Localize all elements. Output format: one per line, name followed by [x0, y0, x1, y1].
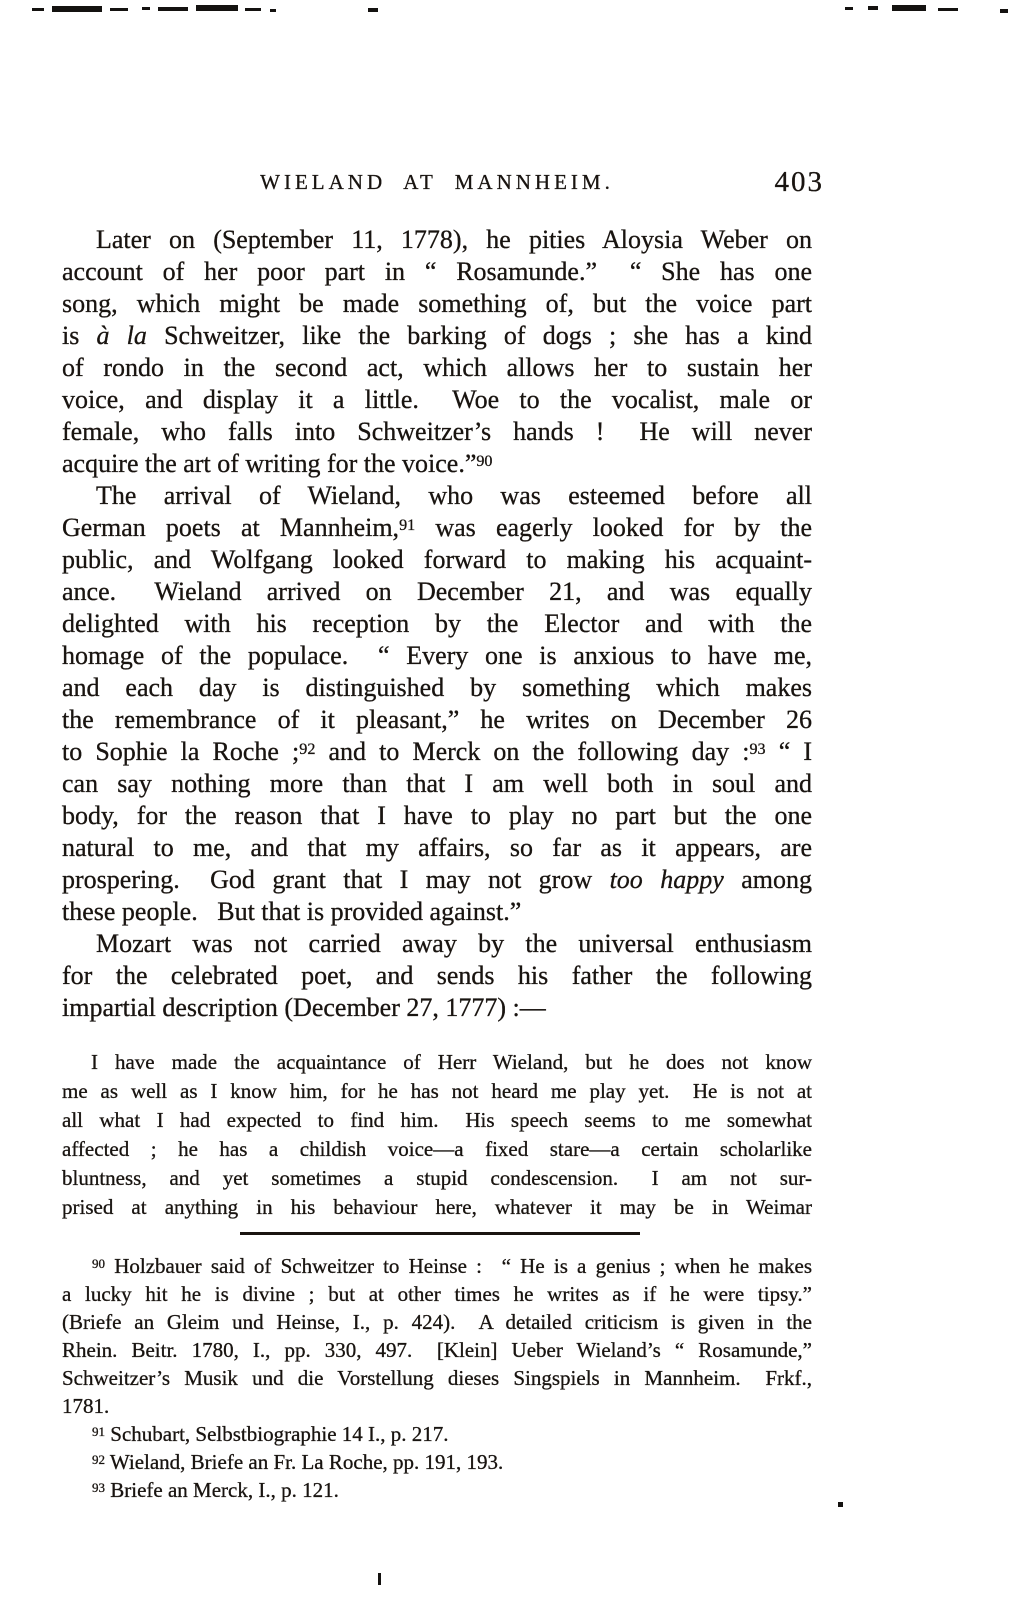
text-line: homage of the populace. “ Every one is anxious to have me, [62, 641, 812, 670]
text-line: natural to me, and that my affairs, so far as it appears, are [62, 833, 812, 862]
scan-artifact [378, 1573, 381, 1585]
text-line: 1781. [62, 1394, 110, 1418]
footnote-92 [62, 1448, 812, 1476]
text-line: is à la Schweitzer, like the barking of dogs ; she has a kind [62, 321, 812, 350]
text-line: delighted with his reception by the Elector and with the [62, 609, 812, 638]
text-line: I have made the acquaintance of Herr Wieland, but he does not know [91, 1050, 812, 1074]
text-line: me as well as I know him, for he has not heard me play yet. He is not at [62, 1079, 812, 1103]
text-line: prospering. God grant that I may not grow too happy among [62, 865, 813, 894]
text-line: female, who falls into Schweitzer’s hands ! He will never [62, 417, 812, 446]
text-line: $^{93}$ Briefe an Merck, I., p. 121. [92, 1478, 339, 1502]
scan-artifact [158, 7, 188, 11]
footnotes-section [62, 1252, 812, 1504]
scan-artifact [838, 1502, 843, 1507]
text-line: ance. Wieland arrived on December 21, and was equally [62, 577, 812, 606]
paragraph-2 [62, 480, 812, 928]
text-line: acquire the art of writing for the voice.”$^{90}$ [62, 449, 493, 478]
text-line: Mozart was not carried away by the universal enthusiasm [96, 929, 812, 958]
scan-artifact [110, 8, 128, 11]
scan-artifact [845, 7, 853, 10]
page-content [62, 166, 824, 1504]
text-line: voice, and display it a little. Woe to the vocalist, male or [62, 385, 812, 414]
text-line: impartial description (December 27, 1777) :— [62, 993, 546, 1022]
text-line: the remembrance of it pleasant,” he writes on December 26 [62, 705, 812, 734]
text-line: affected ; he has a childish voice—a fixed stare—a certain scholarlike [62, 1137, 812, 1161]
text-line: and each day is distinguished by something which makes [62, 673, 812, 702]
scan-artifact [938, 8, 958, 11]
page-number: 403 [774, 166, 824, 198]
text-line: $^{92}$ Wieland, Briefe an Fr. La Roche, pp. 191, 193. [92, 1450, 504, 1474]
scan-artifact [1000, 9, 1008, 13]
text-line: Later on (September 11, 1778), he pities Aloysia Weber on [96, 225, 812, 254]
scan-artifact [32, 8, 44, 11]
text-line: account of her poor part in “ Rosamunde.” “ She has one [62, 257, 812, 286]
text-line: Schweitzer’s Musik und die Vorstellung dieses Singspiels in Mannheim. Frkf., [62, 1366, 812, 1390]
text-line: prised at anything in his behaviour here, whatever it may be in Weimar [62, 1195, 812, 1219]
text-line: all what I had expected to find him. His speech seems to me somewhat [62, 1108, 812, 1132]
text-line: The arrival of Wieland, who was esteemed before all [96, 481, 812, 510]
text-line: to Sophie la Roche ;$^{92}$ and to Merck on the following day :$^{93}$ “ I [62, 737, 812, 766]
text-line: these people. But that is provided against.” [62, 897, 522, 926]
text-line: Rhein. Beitr. 1780, I., pp. 330, 497. [Klein] Ueber Wieland’s “ Rosamunde,” [62, 1338, 812, 1362]
text-line: German poets at Mannheim,$^{91}$ was eagerly looked for by the [62, 513, 813, 542]
running-title: WIELAND AT MANNHEIM. [260, 170, 614, 194]
paragraph-1 [62, 224, 812, 480]
scan-artifact [245, 8, 261, 11]
letter-excerpt-blockquote [62, 1048, 812, 1222]
scan-artifact [270, 9, 276, 12]
footnote-90 [62, 1252, 812, 1420]
scan-artifact [368, 8, 378, 12]
scan-artifact [52, 6, 102, 12]
text-line: for the celebrated poet, and sends his father the following [62, 961, 812, 990]
text-line: body, for the reason that I have to play no part but the one [62, 801, 812, 830]
text-line: of rondo in the second act, which allows her to sustain her [62, 353, 812, 382]
text-line: (Briefe an Gleim und Heinse, I., p. 424). A detailed criticism is given in the [62, 1310, 812, 1334]
scan-artifact [868, 6, 878, 10]
text-line: public, and Wolfgang looked forward to making his acquaint- [62, 545, 812, 574]
scan-artifact [142, 7, 150, 10]
text-line: a lucky hit he is divine ; but at other times he writes as if he were tipsy.” [62, 1282, 812, 1306]
text-line: $^{91}$ Schubart, Selbstbiographie 14 I., p. 217. [92, 1422, 449, 1446]
scan-artifact [196, 5, 238, 11]
paragraph-3 [62, 928, 812, 1024]
footnote-separator-rule [240, 1232, 640, 1235]
text-line: bluntness, and yet sometimes a stupid condescension. I am not sur- [62, 1166, 812, 1190]
footnote-93 [62, 1476, 812, 1504]
page-header [62, 166, 824, 198]
text-line: song, which might be made something of, but the voice part [62, 289, 812, 318]
text-line: $^{90}$ Holzbauer said of Schweitzer to Heinse : “ He is a genius ; when he makes [92, 1254, 812, 1278]
text-line: can say nothing more than that I am well both in soul and [62, 769, 812, 798]
footnote-91 [62, 1420, 812, 1448]
scan-artifact [892, 5, 926, 11]
